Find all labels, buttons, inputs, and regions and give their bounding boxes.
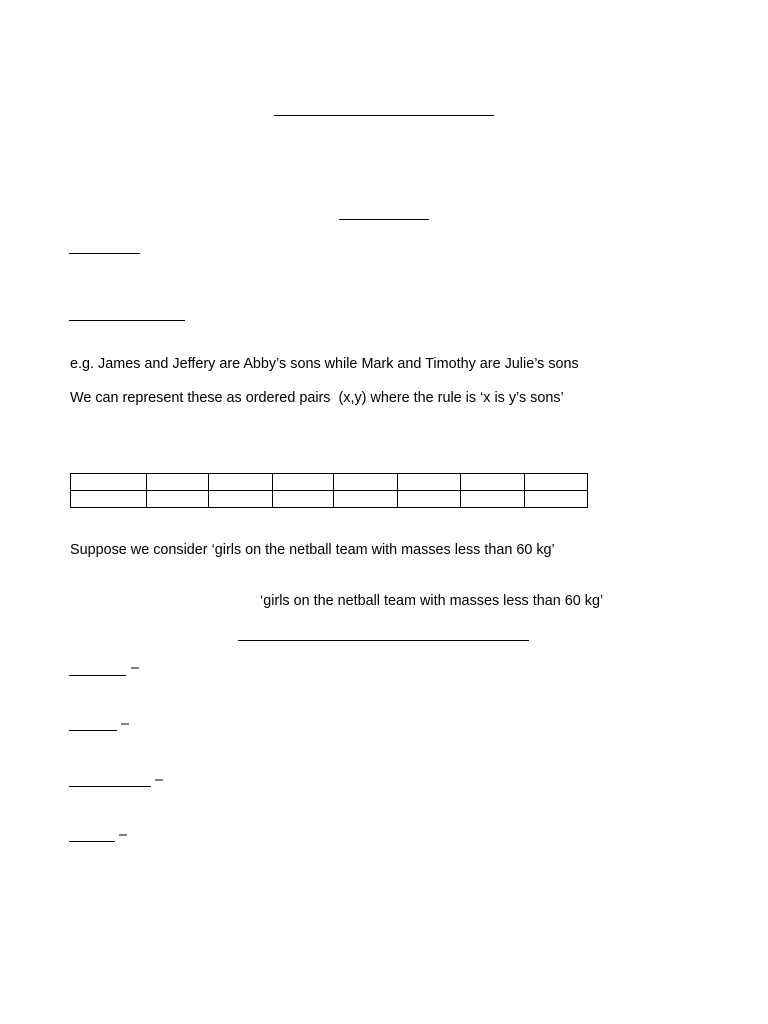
table-cell (272, 491, 334, 508)
term-blank-line-4 (69, 841, 115, 842)
term-dash-2: – (121, 716, 130, 732)
sons-example-text: e.g. James and Jeffery are Abby’s sons while Mark and Timothy are Julie’s sons (70, 356, 579, 372)
title-blank-line (274, 115, 494, 116)
table-cell (71, 474, 147, 491)
table-cell (525, 491, 588, 508)
term-dash-4: – (119, 827, 128, 843)
table-cell (525, 474, 588, 491)
table-row (71, 474, 588, 491)
table-cell (398, 474, 461, 491)
table-cell (146, 491, 208, 508)
heading-blank-line-1 (69, 253, 140, 254)
table-cell (334, 474, 398, 491)
netball-quote-text: ‘girls on the netball team with masses less than 60 kg’ (260, 593, 604, 609)
table-cell (461, 474, 525, 491)
table-cell (272, 474, 334, 491)
term-dash-1: – (131, 660, 140, 676)
section-blank-line (238, 640, 529, 641)
ordered-pairs-text: We can represent these as ordered pairs (x,y) where the rule is ‘x is y’s sons’ (70, 390, 564, 406)
term-blank-line-2 (69, 730, 117, 731)
table-row (71, 491, 588, 508)
table-cell (461, 491, 525, 508)
ordered-pairs-table (70, 473, 588, 508)
subtitle-blank-line (339, 219, 429, 220)
table-cell (146, 474, 208, 491)
table-cell (71, 491, 147, 508)
netball-suppose-text: Suppose we consider ‘girls on the netball team with masses less than 60 kg’ (70, 542, 555, 558)
heading-blank-line-2 (69, 320, 185, 321)
table-cell (398, 491, 461, 508)
term-dash-3: – (155, 772, 164, 788)
table-cell (334, 491, 398, 508)
table-cell (208, 491, 272, 508)
term-blank-line-1 (69, 675, 126, 676)
term-blank-line-3 (69, 786, 151, 787)
table-cell (208, 474, 272, 491)
